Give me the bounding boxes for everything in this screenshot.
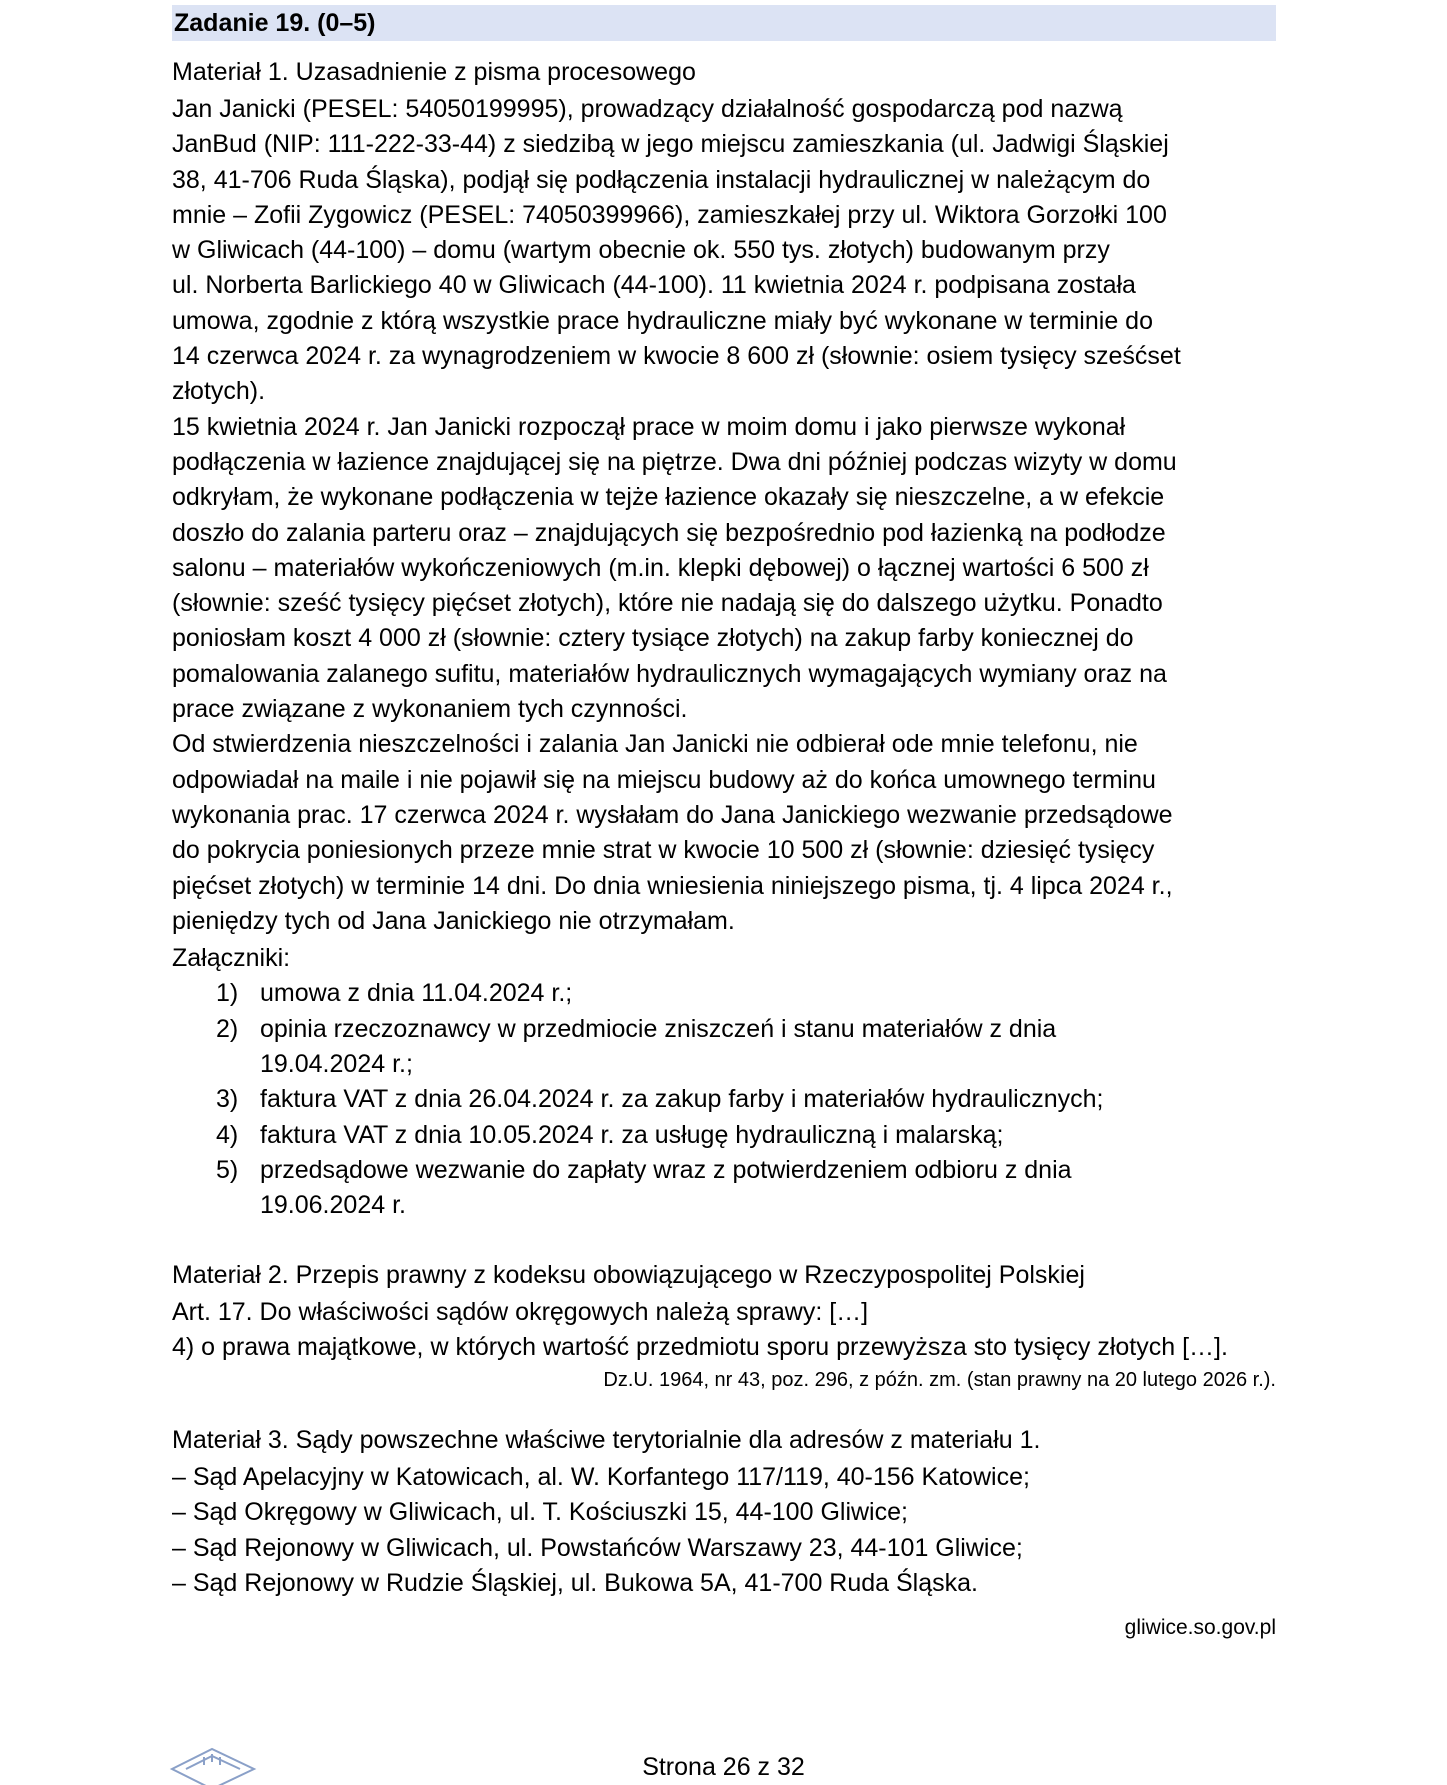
- text-line: Art. 17. Do właściwości sądów okręgowych należą sprawy: […]: [172, 1297, 869, 1326]
- material-1-paragraph-1: [172, 92, 1276, 410]
- text-line: doszło do zalania parteru oraz – znajdujących się bezpośrednio pod łazienką na podłodze: [172, 518, 1166, 547]
- list-item-text: umowa z dnia 11.04.2024 r.;: [260, 979, 573, 1008]
- text-line: umowa, zgodnie z którą wszystkie prace hydrauliczne miały być wykonane w terminie do: [172, 306, 1153, 335]
- list-item-text: przedsądowe wezwanie do zapłaty wraz z potwierdzeniem odbioru z dnia: [260, 1155, 1072, 1184]
- courts-list: [172, 1460, 1276, 1601]
- text-line: pomalowania zalanego sufitu, materiałów hydraulicznych wymagających wymiany oraz na: [172, 659, 1167, 688]
- text-line: złotych).: [172, 377, 266, 406]
- list-item-text: faktura VAT z dnia 10.05.2024 r. za usługę hydrauliczną i malarską;: [260, 1120, 1004, 1149]
- text-line: (słownie: sześć tysięcy pięćset złotych), które nie nadają się do dalszego użytku. Ponadto: [172, 589, 1163, 618]
- page-number: Strona 26 z 32: [642, 1753, 805, 1781]
- list-item: [172, 1153, 1276, 1224]
- text-line: JanBud (NIP: 111-222-33-44) z siedzibą w jego miejscu zamieszkania (ul. Jadwigi Śląskiej: [172, 130, 1169, 159]
- list-number: 5): [216, 1155, 239, 1184]
- text-line: do pokrycia poniesionych przeze mnie strat w kwocie 10 500 zł (słownie: dziesięć tysięcy: [172, 836, 1155, 865]
- court-item: – Sąd Rejonowy w Gliwicach, ul. Powstańców Warszawy 23, 44-101 Gliwice;: [172, 1533, 1023, 1562]
- list-item: [172, 1012, 1276, 1083]
- text-line: odpowiadał na maile i nie pojawił się na miejscu budowy aż do końca umownego terminu: [172, 765, 1156, 794]
- list-number: 3): [216, 1085, 239, 1114]
- attachments-list: [172, 976, 1276, 1223]
- material-3-title: Materiał 3. Sądy powszechne właściwe terytorialnie dla adresów z materiału 1.: [172, 1426, 1041, 1455]
- list-item-text: opinia rzeczoznawcy w przedmiocie zniszczeń i stanu materiałów z dnia: [260, 1014, 1057, 1043]
- list-item-text: 19.04.2024 r.;: [260, 1050, 413, 1079]
- list-item: [172, 1118, 1276, 1153]
- task-header: [172, 5, 1276, 41]
- list-item-text: 19.06.2024 r.: [260, 1191, 406, 1220]
- attachments-label: Załączniki:: [172, 944, 291, 973]
- text-line: salonu – materiałów wykończeniowych (m.in. klepki dębowej) o łącznej wartości 6 500 zł: [172, 553, 1149, 582]
- list-item: [172, 1082, 1276, 1117]
- court-item: – Sąd Rejonowy w Rudzie Śląskiej, ul. Bukowa 5A, 41-700 Ruda Śląska.: [172, 1568, 978, 1597]
- text-line: 38, 41-706 Ruda Śląska), podjął się podłączenia instalacji hydraulicznej w należącym do: [172, 165, 1151, 194]
- text-line: pieniędzy tych od Jana Janickiego nie otrzymałam.: [172, 906, 735, 935]
- material-1-paragraph-3: [172, 727, 1276, 939]
- list-item-text: faktura VAT z dnia 26.04.2024 r. za zakup farby i materiałów hydraulicznych;: [260, 1085, 1104, 1114]
- text-line: poniosłam koszt 4 000 zł (słownie: cztery tysiące złotych) na zakup farby koniecznej do: [172, 624, 1134, 653]
- text-line: 15 kwietnia 2024 r. Jan Janicki rozpoczął prace w moim domu i jako pierwsze wykonał: [172, 412, 1126, 441]
- list-item: [172, 976, 1276, 1011]
- material-1-paragraph-2: [172, 410, 1276, 728]
- court-item: – Sąd Okręgowy w Gliwicach, ul. T. Kościuszki 15, 44-100 Gliwice;: [172, 1498, 908, 1527]
- text-line: Jan Janicki (PESEL: 54050199995), prowadzący działalność gospodarczą pod nazwą: [172, 95, 1123, 123]
- court-item: – Sąd Apelacyjny w Katowicach, al. W. Korfantego 117/119, 40-156 Katowice;: [172, 1463, 1030, 1492]
- list-number: 2): [216, 1014, 239, 1043]
- text-line: odkryłam, że wykonane podłączenia w tejże łazience okazały się nieszczelne, a w efekcie: [172, 483, 1165, 512]
- text-line: prace związane z wykonaniem tych czynności.: [172, 695, 688, 724]
- material-3-source: gliwice.so.gov.pl: [1124, 1616, 1276, 1640]
- material-2-text: [172, 1295, 1276, 1366]
- text-line: mnie – Zofii Zygowicz (PESEL: 74050399966), zamieszkałej przy ul. Wiktora Gorzołki 100: [172, 200, 1167, 229]
- text-line: w Gliwicach (44-100) – domu (wartym obecnie ok. 550 tys. złotych) budowanym przy: [172, 236, 1110, 265]
- text-line: podłączenia w łazience znajdującej się na piętrze. Dwa dni później podczas wizyty w domu: [172, 447, 1177, 476]
- text-line: ul. Norberta Barlickiego 40 w Gliwicach (44-100). 11 kwietnia 2024 r. podpisana została: [172, 271, 1136, 300]
- text-line: 14 czerwca 2024 r. za wynagrodzeniem w kwocie 8 600 zł (słownie: osiem tysięcy sześćset: [172, 342, 1181, 371]
- text-line: pięćset złotych) w terminie 14 dni. Do dnia wniesienia niniejszego pisma, tj. 4 lipca 2024 r.,: [172, 871, 1173, 900]
- material-2-title: Materiał 2. Przepis prawny z kodeksu obowiązującego w Rzeczypospolitej Polskiej: [172, 1260, 1085, 1289]
- task-title: Zadanie 19. (0–5): [174, 9, 376, 37]
- document-page: [172, 5, 1276, 1643]
- list-number: 4): [216, 1120, 239, 1149]
- material-2-source: Dz.U. 1964, nr 43, poz. 296, z późn. zm. (stan prawny na 20 lutego 2026 r.).: [603, 1369, 1276, 1392]
- text-line: wykonania prac. 17 czerwca 2024 r. wysłałam do Jana Janickiego wezwanie przedsądowe: [172, 800, 1173, 829]
- list-number: 1): [216, 979, 239, 1008]
- text-line: 4) o prawa majątkowe, w których wartość przedmiotu sporu przewyższa sto tysięcy złotych […].: [172, 1332, 1228, 1361]
- text-line: Od stwierdzenia nieszczelności i zalania Jan Janicki nie odbierał ode mnie telefonu, nie: [172, 730, 1138, 759]
- material-1-title: Materiał 1. Uzasadnienie z pisma procesowego: [172, 58, 696, 86]
